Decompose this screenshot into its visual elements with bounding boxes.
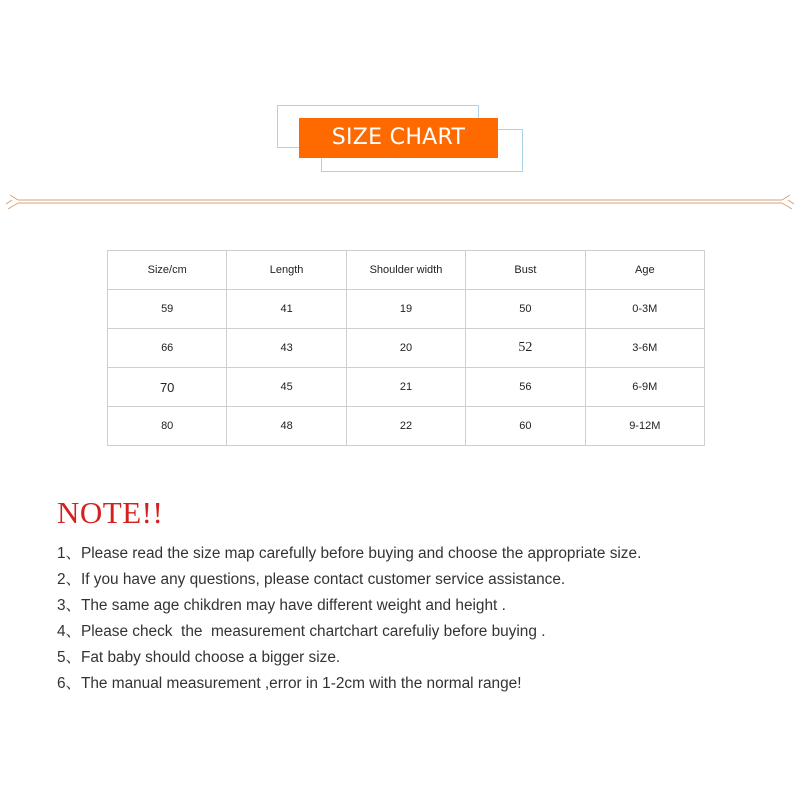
table-row: [108, 290, 705, 329]
note-item: 5、Fat baby should choose a bigger size.: [57, 649, 341, 666]
table-cell: 45: [227, 368, 346, 407]
header-shoulder-width: Shoulder width: [346, 251, 465, 290]
table-cell: 50: [466, 290, 585, 329]
table-cell: 21: [346, 368, 465, 407]
note-item: 3、The same age chikdren may have different weight and height .: [57, 597, 506, 614]
table-row: [108, 368, 705, 407]
table-cell: 20: [346, 329, 465, 368]
table-cell: 56: [466, 368, 585, 407]
note-item: 4、Please check the measurement chartchart carefuliy before buying .: [57, 623, 546, 640]
header-age: Age: [585, 251, 704, 290]
table-cell: 66: [108, 329, 227, 368]
table-cell: 70: [108, 368, 227, 407]
header-length: Length: [227, 251, 346, 290]
note-list: [57, 543, 641, 699]
note-item: 6、The manual measurement ,error in 1-2cm with the normal range!: [57, 675, 522, 692]
table-header-row: [108, 251, 705, 290]
table-row: [108, 329, 705, 368]
header-bust: Bust: [466, 251, 585, 290]
table-cell: 9-12M: [585, 407, 704, 446]
table-cell: 43: [227, 329, 346, 368]
size-chart-title: SIZE CHART: [299, 118, 498, 158]
table-cell: 59: [108, 290, 227, 329]
table-cell: 6-9M: [585, 368, 704, 407]
table-cell: 52: [466, 329, 585, 368]
table-cell: 41: [227, 290, 346, 329]
note-item: 1、Please read the size map carefully before buying and choose the appropriate size.: [57, 545, 642, 562]
table-cell: 60: [466, 407, 585, 446]
table-cell: 0-3M: [585, 290, 704, 329]
table-row: [108, 407, 705, 446]
size-table: [107, 250, 705, 446]
table-cell: 48: [227, 407, 346, 446]
note-item: 2、If you have any questions, please contact customer service assistance.: [57, 571, 566, 588]
table-cell: 3-6M: [585, 329, 704, 368]
table-cell: 80: [108, 407, 227, 446]
note-title: NOTE!!: [57, 495, 164, 530]
header-size: Size/cm: [108, 251, 227, 290]
decorative-divider: [0, 190, 800, 216]
table-cell: 19: [346, 290, 465, 329]
table-cell: 22: [346, 407, 465, 446]
